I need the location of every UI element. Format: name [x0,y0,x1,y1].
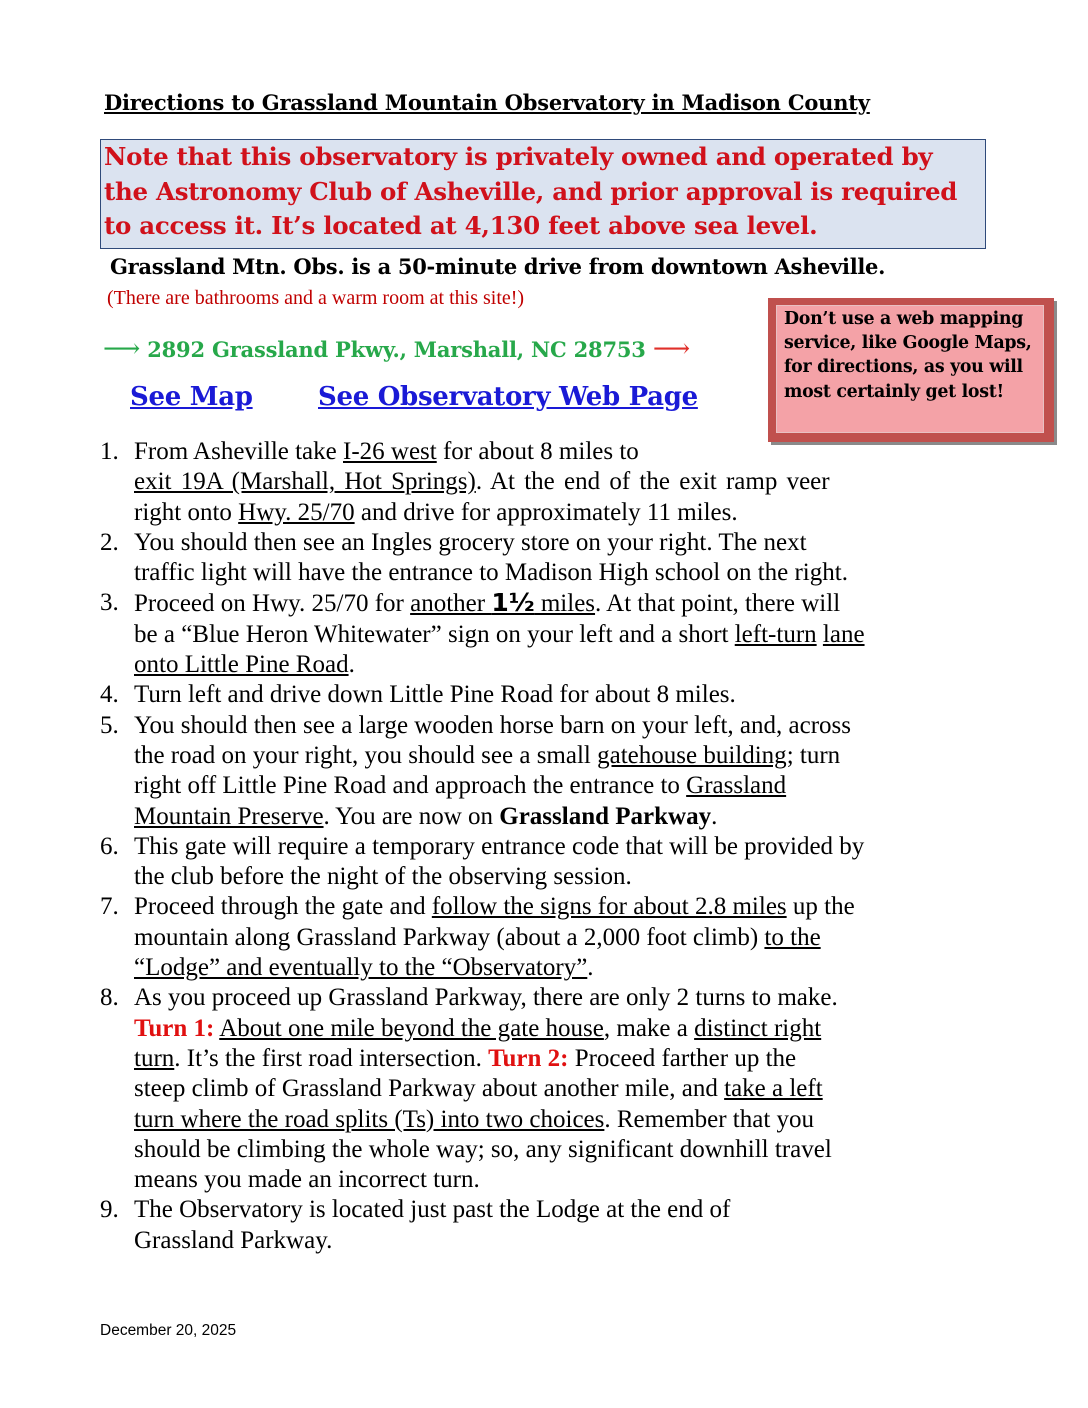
step-text: Grassland Parkway [499,802,712,830]
step-text: the club before the night of the observing session. [134,863,632,891]
step-text: ; turn [786,741,841,769]
step-text: gatehouse building [597,741,787,769]
step-text: left-turn [734,620,817,648]
step-text: right off Little Pine Road and approach the entrance to [134,772,687,800]
step-text: From Asheville take [134,438,343,465]
step-number: 4. [100,681,119,709]
step-text: to the [764,923,821,951]
step-text: Grassland [686,772,787,800]
step-text: “Lodge” and eventually to the “Observatory” [134,954,588,982]
step-text: . At that point, there will [595,590,841,618]
step-text: You should then see a large wooden horse barn on your left, and, across [134,711,851,739]
list-item [100,711,1000,832]
step-text: turn where the road splits (Ts) into two choices [134,1105,605,1133]
step-text: This gate will require a temporary entrance code that will be provided by [134,832,865,860]
step-text: . At the end of the exit ramp veer [475,468,830,496]
step-text: . [587,954,594,982]
step-text: Turn left and drive down Little Pine Road for about 8 miles. [134,681,736,709]
step-text: Proceed on Hwy. 25/70 for [134,590,411,618]
step-text: Proceed farther up the [568,1044,797,1072]
step-number: 8. [100,984,119,1012]
step-text: Proceed through the gate and [134,893,432,921]
step-text: 1½ [491,588,535,618]
list-item [100,437,1000,528]
right-arrow-icon: ⟶ [652,334,690,364]
step-text: means you made an incorrect turn. [134,1166,480,1194]
step-text: another [410,590,492,618]
right-arrow-icon: ⟶ [103,334,141,364]
step-text: turn [134,1044,175,1072]
observatory-web-page-link[interactable]: See Observatory Web Page [318,382,698,412]
list-item [100,1195,1000,1256]
step-text: for about 8 miles to [436,438,639,465]
step-text: miles [534,590,596,618]
step-text: distinct right [694,1014,822,1042]
step-text [410,590,595,617]
list-item [100,680,1000,710]
step-text: steep climb of Grassland Parkway about another mile, and [134,1075,725,1103]
list-item [100,983,1000,1195]
step-number: 3. [100,589,119,617]
step-number: 2. [100,528,119,556]
step-number: 1. [100,438,119,465]
drive-time-text: Grassland Mtn. Obs. is a 50-minute drive from downtown Asheville. [110,254,886,279]
step-text: be a “Blue Heron Whitewater” sign on your left and a short [134,620,735,648]
step-text: right onto [134,498,239,526]
step-number: 5. [100,711,119,739]
turn-2-label: Turn 2: [488,1044,569,1072]
page-title: Directions to Grassland Mountain Observatory in Madison County [104,90,870,115]
step-text: About one mile beyond the gate house [219,1014,604,1042]
step-text: Grassland Parkway. [134,1226,333,1254]
step-text: I-26 west [343,438,437,465]
turn-1-label: Turn 1: [134,1014,215,1042]
step-number: 7. [100,893,119,921]
step-text: The Observatory is located just past the Lodge at the end of [134,1196,731,1224]
step-text: . It’s the first road intersection. [174,1044,489,1072]
step-text: . [348,651,355,679]
bathrooms-note: (There are bathrooms and a warm room at this site!) [107,287,525,309]
list-item [100,588,1000,680]
address-line [103,334,690,364]
step-number: 9. [100,1196,119,1224]
step-text: , make a [603,1014,695,1042]
step-text: exit 19A (Marshall, Hot Springs) [134,468,476,496]
list-item [100,528,1000,589]
footer-date: December 20, 2025 [100,1322,237,1339]
list-item [100,892,1000,983]
step-text: As you proceed up Grassland Parkway, there are only 2 turns to make. [134,984,838,1012]
step-text: traffic light will have the entrance to Madison High school on the right. [134,559,848,587]
step-text: follow the signs for about 2.8 miles [431,893,787,921]
step-text: Hwy. 25/70 [238,498,355,526]
step-text: up the [786,893,855,921]
note-text: Note that this observatory is privately owned and operated by the Astronomy Club of Asheville, and prior approval is required to access it. It’s located at 4,130 feet above sea level. [104,142,958,240]
step-text: mountain along Grassland Parkway (about a 2,000 foot climb) [134,923,765,951]
step-text: should be climbing the whole way; so, any significant downhill travel [134,1135,832,1163]
step-text: . Remember that you [604,1105,815,1133]
warning-text: Don’t use a web mapping service, like Google Maps, for directions, as you will most certainly get lost! [784,309,1032,402]
step-text: take a left [724,1075,823,1103]
step-text: You should then see an Ingles grocery store on your right. The next [134,528,807,556]
step-text: . You are now on [323,802,500,830]
step-text: lane [822,620,865,648]
step-text: . [711,802,718,830]
step-text: Mountain Preserve [134,802,324,830]
step-text: and drive for approximately 11 miles. [354,498,738,526]
step-text: the road on your right, you should see a small [134,741,598,769]
see-map-link[interactable]: See Map [130,382,253,412]
step-text: onto Little Pine Road [134,651,349,679]
step-number: 6. [100,832,119,860]
address-text: 2892 Grassland Pkwy., Marshall, NC 28753 [147,337,646,362]
list-item [100,832,1000,893]
directions-list [100,437,1000,1256]
